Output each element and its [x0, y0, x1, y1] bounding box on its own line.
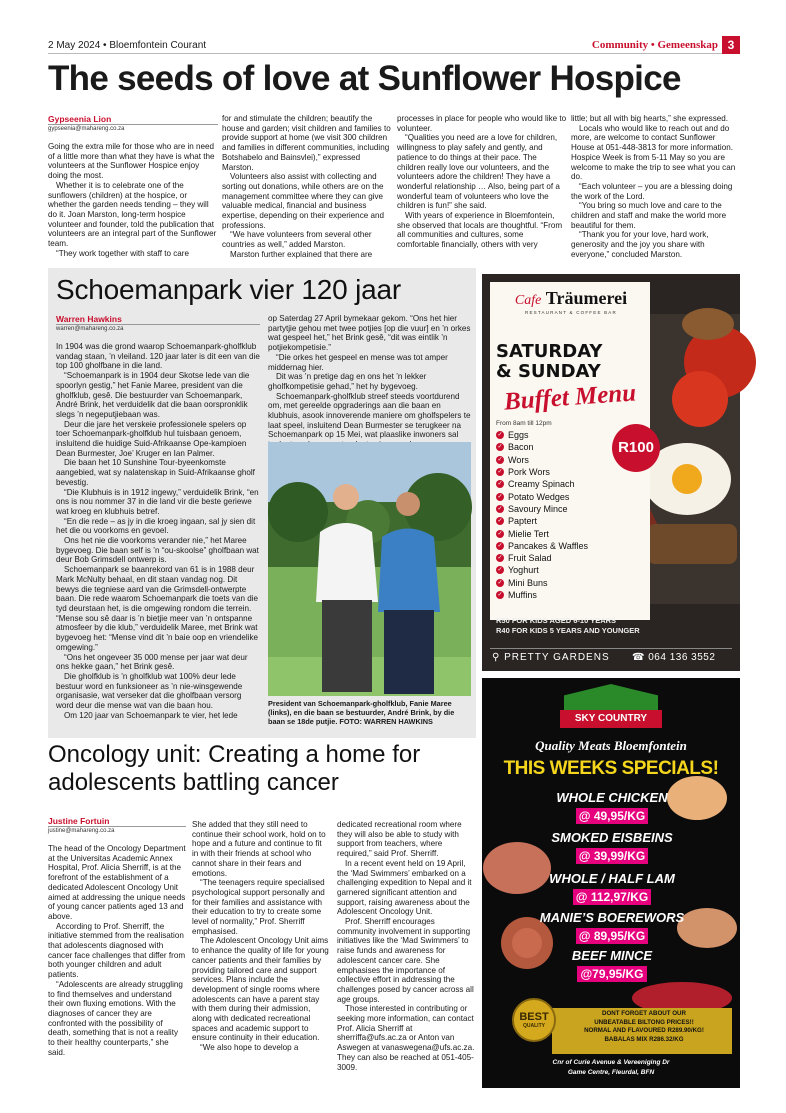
check-icon: ✓ — [497, 469, 503, 476]
menu-item-label: Pancakes & Waffles — [508, 540, 589, 551]
best-quality-badge — [512, 998, 556, 1042]
special-name: SMOKED EISBEINS — [551, 830, 673, 845]
special-price-text: @ 49,95/KG — [576, 808, 648, 824]
headline-line: adolescents battling cancer — [48, 769, 339, 796]
kids-price: R40 FOR KIDS 5 YEARS AND YOUNGER — [496, 626, 640, 635]
story2-headline: Schoemanpark vier 120 jaar — [56, 274, 401, 305]
section-label: Community • Gemeenskap — [591, 39, 718, 51]
badge-subtext: QUALITY — [523, 1023, 545, 1029]
menu-item-label: Pork Wors — [508, 467, 550, 478]
paragraph: little; but all with big hearts,” she expressed. — [571, 114, 729, 123]
menu-item-label: Paptert — [508, 516, 538, 527]
story3-col3 — [337, 820, 475, 1074]
menu-item — [496, 429, 606, 441]
logo-subtitle: RESTAURANT & COFFEE BAR — [525, 310, 617, 315]
story3-headline — [48, 741, 420, 797]
kids-price: R50 FOR KIDS AGED 6-10 YEARS — [496, 616, 617, 625]
phone-text: 064 136 3552 — [648, 652, 716, 663]
traumerei-logo — [496, 288, 646, 328]
menu-item-label: Creamy Spinach — [508, 479, 575, 490]
photo-caption: President van Schoemanpark-gholfklub, Fanie Maree (links), en die baan se bestuurder, André Brink, by die baan se 18de putjie. FOTO: WARREN HAWKINS — [268, 699, 455, 726]
story1-col3 — [397, 114, 567, 264]
location-text: PRETTY GARDENS — [504, 652, 610, 663]
paragraph: Marston further explained that there are — [230, 249, 373, 259]
paragraph: “They work together with staff to care — [56, 248, 190, 258]
paragraph: According to Prof. Sherriff, the initiative stemmed from the realisation that adolescents diagnosed with cancer face challenges that differ from both younger children and adult patients. — [48, 921, 186, 980]
paragraph: Going the extra mile for those who are in need of a little more than what they have is what the volunteers at the Sunflower Hospice enjoy doing the most. — [48, 142, 215, 181]
paragraph: “Thank you for your love, hard work, generosity and the joy you share with everyone,” concluded Marston. — [571, 230, 709, 259]
menu-item-label: Muffins — [508, 590, 537, 600]
menu-item-label: Bacon — [508, 442, 534, 453]
golf-photo — [268, 442, 471, 696]
paragraph: Whether it is to celebrate one of the sunflowers (children) at the hospice, or whether the garden needs tending – they will do it. Joan Marston, long-term hospice volunteer and founder, told the publication that volunteers are an integral part of the Sunflower team. — [48, 180, 217, 249]
ad-days — [496, 342, 646, 382]
paragraph: Volunteers also assist with collecting and sorting out donations, while others are on the management committee where they can give valuable medical, financial and business expertise, depending on their experience and professions. — [222, 172, 384, 230]
menu-item — [496, 589, 606, 601]
menu-item — [496, 441, 606, 453]
story3-author: Justine Fortuin — [48, 816, 110, 826]
story3-col2 — [192, 820, 330, 1074]
badge-text: BEST — [519, 1011, 549, 1023]
address-line: Cnr of Curie Avenue & Vereeniging Dr — [552, 1059, 670, 1066]
special-price — [538, 929, 686, 943]
sky-country-ad — [482, 678, 740, 1088]
paragraph: “Ons het ongeveer 35 000 mense per jaar wat deur ons hekke gaan,” het Brink gesê. — [56, 652, 248, 672]
check-icon: ✓ — [497, 493, 503, 500]
menu-item-label: Mini Buns — [508, 577, 548, 588]
paragraph: processes in place for people who would like to volunteer. — [397, 114, 567, 133]
special-price-text: @79,95/KG — [577, 966, 646, 982]
check-icon: ✓ — [497, 432, 503, 439]
check-icon: ✓ — [497, 592, 503, 598]
ad-location — [492, 652, 610, 663]
story1-col2 — [222, 114, 392, 264]
paragraph: “En die rede – as jy in die kroeg ingaan, sal jy sien dit het die ou voorkoms en gevoel. — [56, 516, 256, 536]
menu-item-label: Savoury Mince — [508, 503, 568, 514]
paragraph: In 1904 was die grond waarop Schoemanpark-gholfklub vandag staan, ’n vleiland. 120 jaar later is dit een van die top 100 gholfbane in die land. — [56, 342, 260, 371]
paragraph: The head of the Oncology Department at the Universitas Academic Annex Hospital, Prof. Alicia Sherriff, is at the forefront of the establishment of a dedicated Adolescent Oncology Unit aimed at addressing the unique needs of young cancer patients aged 13 and above. — [48, 844, 186, 921]
biltong-note — [556, 1010, 732, 1044]
menu-item — [496, 515, 606, 527]
menu-item — [496, 454, 606, 466]
buffet-menu-title: Buffet Menu — [503, 379, 637, 416]
paragraph: “We also hope to develop a — [200, 1043, 299, 1053]
paragraph: Ons het nie die voorkoms verander nie,” het Maree bygevoeg. Die baan self is ’n “ou-skoolse” gholfbaan wat deur Bob Grimsdell ontwerp is. — [56, 536, 259, 565]
special-price — [538, 809, 686, 823]
story2-col1 — [56, 314, 260, 734]
menu-item — [496, 466, 606, 478]
headline-line: Oncology unit: Creating a home for — [48, 741, 421, 768]
special-name: WHOLE / HALF LAM — [549, 871, 675, 886]
paragraph: “Qualities you need are a love for children, willingness to play safely and gently, and patience to do things at their pace. The children really love our volunteers, and the volunteers adore the children! They have a wonderful relationship … Also, being part of a wonderful team of volunteers who love the children is fun!” she said. — [397, 133, 560, 211]
paragraph: Om 120 jaar van Schoemanpark te vier, het lede — [64, 710, 238, 720]
special-price-text: @ 39,99/KG — [576, 848, 648, 864]
special-name: WHOLE CHICKEN — [556, 790, 668, 805]
special-price — [538, 890, 686, 904]
days-line: & SUNDAY — [496, 361, 601, 382]
check-icon: ✓ — [497, 567, 503, 574]
story1-email: gypseenia@mahareng.co.za — [48, 124, 218, 133]
paragraph: “Die orkes het gespeel en mense was tot amper middernag hier. — [268, 352, 448, 372]
menu-item-label: Mielie Tert — [508, 528, 549, 539]
menu-item-label: Eggs — [508, 430, 529, 441]
special-name: MANIE’S BOEREWORS — [539, 910, 685, 925]
phone-icon: ☎ — [632, 652, 649, 663]
check-icon: ✓ — [497, 444, 503, 451]
paragraph: dedicated recreational room where they will also be able to study with support from teachers, where required,” said Prof. Sherriff. — [337, 820, 462, 859]
special-price — [538, 967, 686, 981]
ad-phone — [632, 652, 715, 663]
story1-author: Gypseenia Lion — [48, 114, 112, 124]
check-icon: ✓ — [497, 542, 503, 549]
check-icon: ✓ — [497, 456, 503, 463]
paragraph: “You bring so much love and care to the children and staff and make the world more beautiful for them. — [571, 201, 727, 230]
paragraph: With years of experience in Bloemfontein, she observed that locals are thoughtful. “From all communities and cultures, some comfortable financially, others with very — [397, 211, 563, 250]
special-price-text: @ 112,97/KG — [573, 889, 651, 905]
paragraph: Those interested in contributing or seeking more information, can contact Prof. Alicia Sherriff at sherriffa@ufs.ac.za or Anton van Aswegen at vanaswegena@ufs.ac.za. They can also be reached at 051-405-3009. — [337, 1004, 475, 1072]
logo-name: Träumerei — [545, 288, 628, 308]
paragraph: Locals who would like to reach out and do more, are welcome to contact Sunflower House at 051-448-3813 for more information. Hospice Week is from 5-11 May so you are welcome to make the trip to see what you can do. — [571, 123, 736, 182]
buffet-time: From 8am till 12pm — [496, 420, 552, 427]
story1-col4 — [571, 114, 741, 264]
ad2-tagline: Quality Meats Bloemfontein — [535, 738, 687, 753]
logo-script: Cafe — [514, 293, 542, 308]
menu-item — [496, 540, 606, 552]
paragraph: op Saterdag 27 April bymekaar gekom. “Ons het hier partytjie gehou met twee potjies [op die vuur] en ’n orkes wat gespeel het,” het Brink gesê, “dit was eintlik ’n potjiekompetisie.” — [268, 314, 471, 353]
note-line: UNBEATABLE BILTONG PRICES!! — [594, 1018, 694, 1026]
traumerei-ad — [482, 274, 740, 671]
paragraph: The Adolescent Oncology Unit aims to enhance the quality of life for young cancer patients and their families by providing tailored care and support services. Plans include the development of single rooms where adolescents can have a parent stay with them during their admission, along with dedicated recreational spaces and academic support to ensure continuity in their education. — [192, 936, 329, 1043]
story2-email: warren@mahareng.co.za — [56, 324, 260, 333]
menu-item — [496, 527, 606, 539]
check-icon: ✓ — [497, 505, 503, 512]
story3-col1 — [48, 816, 186, 1074]
menu-item-label: Fruit Salad — [508, 553, 552, 564]
note-line: DONT FORGET ABOUT OUR — [602, 1010, 686, 1017]
paragraph: “Each volunteer – you are a blessing doing the work of the Lord. — [571, 181, 733, 201]
check-icon: ✓ — [497, 555, 503, 562]
story2-col2 — [268, 314, 472, 438]
note-line: NORMAL AND FLAVOURED R289.90/KG! — [584, 1027, 704, 1034]
check-icon: ✓ — [497, 518, 503, 525]
check-icon: ✓ — [497, 579, 503, 586]
paragraph: Schoemanpark-gholfklub streef steeds voortdurend om, met gereelde opgraderings aan die baan en klubhuis, asook innoverende maniere om gholfspelers te laat speel, insluitend Dean Burmester se terugkeer na Schoemanpark op 15 Mei, wat plaaslike inwoners sal — [268, 391, 471, 440]
paragraph: Die gholfklub is ’n gholfklub wat 100% deur lede bestuur word en funksioneer as ’n nie-winsgewende organisasie, wat verseker dat die gholfbaan versorg word deur die mense wat van die baan hou. — [56, 671, 243, 711]
paragraph: Die baan het 10 Sunshine Tour-byeenkomste aangebied, wat sy nalatenskap in Suid-Afrikaanse gholf bevestig. — [56, 458, 255, 487]
menu-item-label: Wors — [508, 454, 529, 465]
story1-headline: The seeds of love at Sunflower Hospice — [48, 59, 681, 98]
story1-col1 — [48, 114, 218, 264]
ad2-address — [482, 1058, 740, 1078]
kids-pricing — [496, 616, 640, 636]
menu-item-label: Yoghurt — [508, 565, 539, 576]
menu-item — [496, 552, 606, 564]
menu-item — [496, 503, 606, 515]
check-icon: ✓ — [497, 530, 503, 537]
page-number: 3 — [722, 36, 740, 54]
paragraph: Deur die jare het verskeie professionele spelers op toer Schoemanpark-gholfklub hul tuisbaan genoem, insluitend die huidige Suid-Afrikaanse Ope-kampioen Dean Burmester, Joe’ Kruger en Ian Palmer. — [56, 419, 247, 458]
special-price-text: @ 89,95/KG — [576, 928, 648, 944]
paragraph: “Adolescents are already struggling to find themselves and understand their own fluxing emotions. With the diagnoses of cancer they are confronted with the possibility of death, something that is not a reality to their healthy counterparts,” she said. — [48, 979, 183, 1057]
paragraph: “We have volunteers from several other countries as well,” added Marston. — [222, 230, 372, 250]
check-icon: ✓ — [497, 481, 503, 488]
menu-item-label: Potato Wedges — [508, 491, 570, 502]
paragraph: “Schoemanpark is in 1904 deur Skotse lede van die spoorlyn gestig,” het Fanie Maree, president van die gholfklub, gesê. Die bestuurder van Schoemanpark, André Brink, het verduidelik dat die baan oorspronklik slegs ’n negeputjiebaan was. — [56, 371, 250, 419]
note-line: BABALAS MIX R286.32/KG — [604, 1035, 684, 1043]
paragraph: Schoemanpark se baanrekord van 61 is in 1988 deur Mark McNulty behaal, en dit staan vandag nog. Dit bewys die tegniese aard van die Grimsdell-ontwerpte baan. Die rede waarom Schoemanpark die toets van die tyd deurstaan het, is die omgewing rondom die terrein. “Mense sou sê daar is ’n bietjie meer van ’n ontspanne atmosfeer by die klub,” verduidelik Maree, met Brink wat bygevoeg het: “Mense vind dit ’n baie oop en vriendelike omgewing.” — [56, 565, 259, 652]
specials-title: THIS WEEKS SPECIALS! — [503, 758, 719, 779]
sky-country-logo: SKY COUNTRY — [560, 710, 662, 728]
paragraph: She added that they still need to continue their school work, hold on to hope and a future and continue to fit in with their friends at school who cannot share in their fears and emotions. — [192, 820, 326, 878]
paragraph: for and stimulate the children; beautify the house and garden; visit children and families to provide support at home (we visit 300 children and families in different communities, including Botshabelo and Bainsvlei),” expressed Marston. — [222, 114, 391, 172]
menu-item — [496, 490, 606, 502]
days-line: SATURDAY — [496, 341, 603, 362]
issue-date: 2 May 2024 • Bloemfontein Courant — [48, 40, 207, 51]
paragraph: “Die Klubhuis is in 1912 ingewy,” verduidelik Brink, “en ons is nou nommer 37 in die land vir die beste geriewe wat kroeg en klubhuis betref. — [56, 487, 259, 516]
special-price — [538, 849, 686, 863]
menu-item — [496, 564, 606, 576]
paragraph: “The teenagers require specialised psychological support personally and for their families and assistance with their education to try to create some level of normality,” Prof. Sherriff emphasised. — [192, 878, 325, 936]
special-name: BEEF MINCE — [571, 948, 653, 963]
page-header — [48, 38, 740, 54]
menu-list — [496, 429, 606, 601]
location-pin-icon: ⚲ — [492, 652, 505, 663]
price-badge: R100 — [612, 424, 660, 472]
story2-author: Warren Hawkins — [56, 314, 122, 324]
address-line: Game Centre, Fleurdal, BFN — [567, 1069, 655, 1076]
paragraph: In a recent event held on 19 April, the ‘Mad Swimmers’ embarked on a challenging expedition to Nepal and it garnered significant attention and support, raising awareness about the Adolescent Oncology Unit. — [337, 858, 472, 917]
story3-email: justine@mahareng.co.za — [48, 826, 186, 835]
golf-photo-illustration — [268, 442, 471, 696]
paragraph: Dit was ’n pretige dag en ons het ’n lekker gholfkompetisie gehad,” het hy bygevoeg. — [268, 372, 427, 391]
menu-item — [496, 478, 606, 490]
paragraph: Prof. Sherriff encourages community involvement in supporting initiatives like the ‘Mad Swimmers’ to raise funds and awareness for adolescent cancer care. She emphasises the importance of collective effort in addressing the challenges posed by cancer across all age groups. — [337, 917, 474, 1004]
menu-item — [496, 577, 606, 589]
